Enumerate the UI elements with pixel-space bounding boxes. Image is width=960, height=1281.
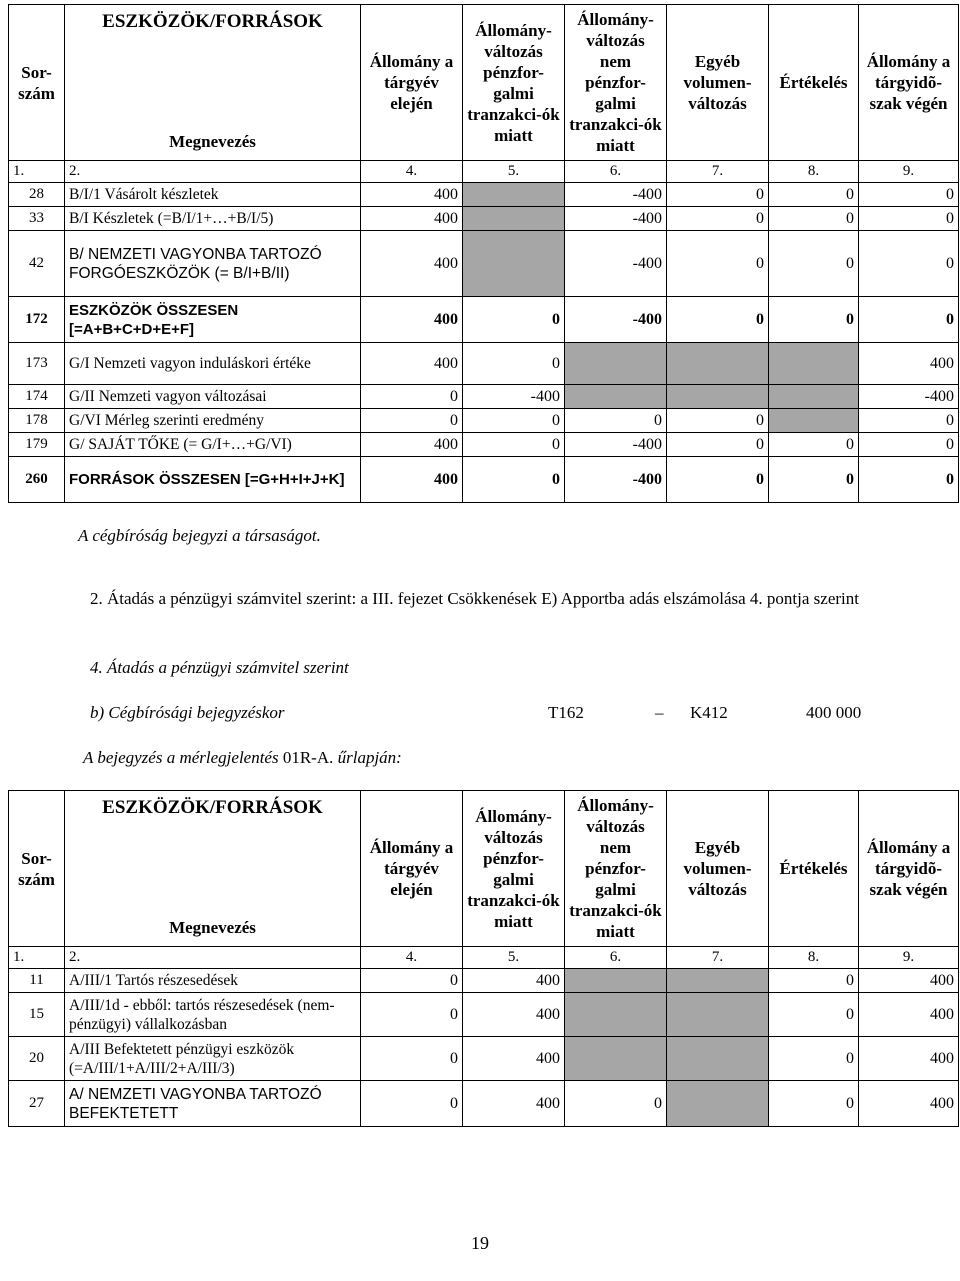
- cell-vegen: 0: [859, 457, 959, 503]
- header-nem-penzforgalmi: Állomány-változás nem pénzfor-galmi tranzakci-ók miatt: [565, 5, 667, 161]
- row-code: 42: [9, 231, 65, 297]
- shaded-cell: [463, 183, 565, 207]
- cell-ertekeles: 0: [769, 297, 859, 343]
- cell-penzforgalmi: 0: [463, 297, 565, 343]
- column-number: 8.: [769, 947, 859, 969]
- cell-penzforgalmi: 0: [463, 433, 565, 457]
- table-row: [9, 343, 959, 385]
- row-name: B/I Készletek (=B/I/1+…+B/I/5): [65, 207, 361, 231]
- table-row: [9, 183, 959, 207]
- cell-nem-penzforgalmi: -400: [565, 207, 667, 231]
- table-eszkozok-forrasok-2: [8, 790, 959, 1127]
- cell-ertekeles: 0: [769, 433, 859, 457]
- cell-vegen: 0: [859, 207, 959, 231]
- cell-nem-penzforgalmi: -400: [565, 183, 667, 207]
- row-name: A/III/1d - ebből: tartós részesedések (nem-pénzügyi) vállalkozásban: [65, 993, 361, 1037]
- row-name: A/III/1 Tartós részesedések: [65, 969, 361, 993]
- table-row: [9, 969, 959, 993]
- table-row: [9, 1081, 959, 1127]
- shaded-cell: [769, 343, 859, 385]
- row-code: 27: [9, 1081, 65, 1127]
- row-code: 173: [9, 343, 65, 385]
- header-megnevezes: Megnevezés: [65, 837, 361, 947]
- column-number: 6.: [565, 161, 667, 183]
- cell-elejen: 400: [361, 231, 463, 297]
- header-ertekeles: Értékelés: [769, 5, 859, 161]
- shaded-cell: [769, 385, 859, 409]
- shaded-cell: [463, 207, 565, 231]
- cell-nem-penzforgalmi: -400: [565, 457, 667, 503]
- cell-egyeb: 0: [667, 207, 769, 231]
- cell-elejen: 0: [361, 1037, 463, 1081]
- cell-elejen: 400: [361, 183, 463, 207]
- bejegyzes-code: 01R-A.: [282, 748, 334, 767]
- shaded-cell: [667, 385, 769, 409]
- atadas-2-paragraph: 2. Átadás a pénzügyi számvitel szerint: a III. fejezet Csökkenések E) Apportba adás elszámolása 4. pontja szerint: [90, 589, 859, 608]
- bejegyzes-suffix: űrlapján:: [337, 748, 402, 767]
- table-row: [9, 1037, 959, 1081]
- cell-vegen: 0: [859, 231, 959, 297]
- cell-elejen: 0: [361, 409, 463, 433]
- header-elejen: Állomány a tárgyév elején: [361, 791, 463, 947]
- cell-penzforgalmi: 400: [463, 969, 565, 993]
- table-eszkozok-forrasok-1: [8, 4, 959, 503]
- cell-egyeb: 0: [667, 433, 769, 457]
- cell-egyeb: 0: [667, 297, 769, 343]
- column-number: 4.: [361, 161, 463, 183]
- shaded-cell: [667, 343, 769, 385]
- row-code: 179: [9, 433, 65, 457]
- column-number: 5.: [463, 947, 565, 969]
- cell-ertekeles: 0: [769, 969, 859, 993]
- header-penzforgalmi: Állomány-változás pénzfor-galmi tranzakci-ók miatt: [463, 791, 565, 947]
- column-number: 2.: [65, 947, 361, 969]
- cell-elejen: 400: [361, 207, 463, 231]
- cell-vegen: 0: [859, 297, 959, 343]
- header-vegen: Állomány a tárgyidõ-szak végén: [859, 5, 959, 161]
- header-sorszam: Sor-szám: [9, 5, 65, 161]
- row-code: 33: [9, 207, 65, 231]
- shaded-cell: [667, 969, 769, 993]
- cell-elejen: 0: [361, 969, 463, 993]
- column-number: 2.: [65, 161, 361, 183]
- shaded-cell: [565, 1037, 667, 1081]
- amount: 400 000: [806, 703, 862, 722]
- cell-vegen: 0: [859, 433, 959, 457]
- row-name: G/ SAJÁT TŐKE (= G/I+…+G/VI): [65, 433, 361, 457]
- table-row: [9, 433, 959, 457]
- cell-elejen: 400: [361, 297, 463, 343]
- header-elejen: Állomány a tárgyév elején: [361, 5, 463, 161]
- cell-ertekeles: 0: [769, 207, 859, 231]
- cell-elejen: 400: [361, 457, 463, 503]
- header-egyeb: Egyéb volumen-változás: [667, 791, 769, 947]
- row-code: 174: [9, 385, 65, 409]
- column-number: 4.: [361, 947, 463, 969]
- row-name: A/III Befektetett pénzügyi eszközök (=A/III/1+A/III/2+A/III/3): [65, 1037, 361, 1081]
- shaded-cell: [769, 409, 859, 433]
- cell-penzforgalmi: 0: [463, 343, 565, 385]
- shaded-cell: [565, 343, 667, 385]
- row-name: G/II Nemzeti vagyon változásai: [65, 385, 361, 409]
- column-number: 6.: [565, 947, 667, 969]
- cell-elejen: 400: [361, 433, 463, 457]
- row-code: 178: [9, 409, 65, 433]
- table-row: [9, 297, 959, 343]
- table-row: [9, 993, 959, 1037]
- header-megnevezes: Megnevezés: [65, 51, 361, 161]
- debit-account: T162: [548, 703, 584, 722]
- cell-egyeb: 0: [667, 183, 769, 207]
- cell-ertekeles: 0: [769, 231, 859, 297]
- header-title: ESZKÖZÖK/FORRÁSOK: [65, 791, 361, 837]
- cell-vegen: 400: [859, 1081, 959, 1127]
- row-name: FORRÁSOK ÖSSZESEN [=G+H+I+J+K]: [65, 457, 361, 503]
- page-number: 19: [471, 1233, 489, 1253]
- cell-penzforgalmi: -400: [463, 385, 565, 409]
- row-code: 28: [9, 183, 65, 207]
- cell-nem-penzforgalmi: -400: [565, 297, 667, 343]
- cell-penzforgalmi: 400: [463, 1037, 565, 1081]
- cell-vegen: 400: [859, 343, 959, 385]
- shaded-cell: [667, 1081, 769, 1127]
- cell-elejen: 400: [361, 343, 463, 385]
- cell-vegen: 400: [859, 993, 959, 1037]
- credit-account: K412: [690, 703, 728, 722]
- cell-penzforgalmi: 400: [463, 993, 565, 1037]
- column-number: 1.: [9, 947, 65, 969]
- column-number: 5.: [463, 161, 565, 183]
- shaded-cell: [667, 1037, 769, 1081]
- header-egyeb: Egyéb volumen-változás: [667, 5, 769, 161]
- column-number: 7.: [667, 947, 769, 969]
- header-nem-penzforgalmi: Állomány-változás nem pénzfor-galmi tranzakci-ók miatt: [565, 791, 667, 947]
- shaded-cell: [667, 993, 769, 1037]
- bejegyzes-sentence: [83, 747, 402, 769]
- cell-nem-penzforgalmi: 0: [565, 1081, 667, 1127]
- bejegyzes-prefix: A bejegyzés a mérlegjelentés: [83, 748, 279, 767]
- row-code: 172: [9, 297, 65, 343]
- column-number: 9.: [859, 161, 959, 183]
- cegbirosag-text: A cégbíróság bejegyzi a társaságot.: [78, 526, 321, 545]
- cell-ertekeles: 0: [769, 993, 859, 1037]
- row-code: 11: [9, 969, 65, 993]
- table-row: [9, 409, 959, 433]
- header-ertekeles: Értékelés: [769, 791, 859, 947]
- cegbirosagi-bejegyzeskor-label: b) Cégbírósági bejegyzéskor: [90, 703, 285, 722]
- column-number: 7.: [667, 161, 769, 183]
- cell-elejen: 0: [361, 993, 463, 1037]
- row-name: ESZKÖZÖK ÖSSZESEN [=A+B+C+D+E+F]: [65, 297, 361, 343]
- row-code: 260: [9, 457, 65, 503]
- cell-elejen: 0: [361, 385, 463, 409]
- row-name: B/I/1 Vásárolt készletek: [65, 183, 361, 207]
- cell-vegen: 400: [859, 969, 959, 993]
- column-number: 8.: [769, 161, 859, 183]
- shaded-cell: [565, 969, 667, 993]
- shaded-cell: [463, 231, 565, 297]
- cell-egyeb: 0: [667, 457, 769, 503]
- cell-ertekeles: 0: [769, 183, 859, 207]
- table-row: [9, 231, 959, 297]
- cell-penzforgalmi: 0: [463, 409, 565, 433]
- cell-elejen: 0: [361, 1081, 463, 1127]
- cell-nem-penzforgalmi: -400: [565, 433, 667, 457]
- table-row: [9, 207, 959, 231]
- row-code: 20: [9, 1037, 65, 1081]
- shaded-cell: [565, 993, 667, 1037]
- cell-vegen: 0: [859, 409, 959, 433]
- shaded-cell: [565, 385, 667, 409]
- column-number: 1.: [9, 161, 65, 183]
- column-number: 9.: [859, 947, 959, 969]
- row-code: 15: [9, 993, 65, 1037]
- header-sorszam: Sor-szám: [9, 791, 65, 947]
- dash-separator: –: [655, 703, 664, 722]
- table-row: [9, 385, 959, 409]
- header-vegen: Állomány a tárgyidõ-szak végén: [859, 791, 959, 947]
- cell-egyeb: 0: [667, 231, 769, 297]
- header-penzforgalmi: Állomány-változás pénzfor-galmi tranzakci-ók miatt: [463, 5, 565, 161]
- atadas-4-heading: 4. Átadás a pénzügyi számvitel szerint: [90, 658, 349, 677]
- cell-vegen: 0: [859, 183, 959, 207]
- cell-ertekeles: 0: [769, 457, 859, 503]
- row-name: A/ NEMZETI VAGYONBA TARTOZÓ BEFEKTETETT: [65, 1081, 361, 1127]
- cell-penzforgalmi: 0: [463, 457, 565, 503]
- cell-penzforgalmi: 400: [463, 1081, 565, 1127]
- header-title: ESZKÖZÖK/FORRÁSOK: [65, 5, 361, 51]
- row-name: B/ NEMZETI VAGYONBA TARTOZÓ FORGÓESZKÖZÖK (= B/I+B/II): [65, 231, 361, 297]
- row-name: G/VI Mérleg szerinti eredmény: [65, 409, 361, 433]
- cell-ertekeles: 0: [769, 1081, 859, 1127]
- cell-vegen: 400: [859, 1037, 959, 1081]
- cell-nem-penzforgalmi: 0: [565, 409, 667, 433]
- cell-egyeb: 0: [667, 409, 769, 433]
- cell-nem-penzforgalmi: -400: [565, 231, 667, 297]
- cell-vegen: -400: [859, 385, 959, 409]
- row-name: G/I Nemzeti vagyon induláskori értéke: [65, 343, 361, 385]
- table-row: [9, 457, 959, 503]
- cell-ertekeles: 0: [769, 1037, 859, 1081]
